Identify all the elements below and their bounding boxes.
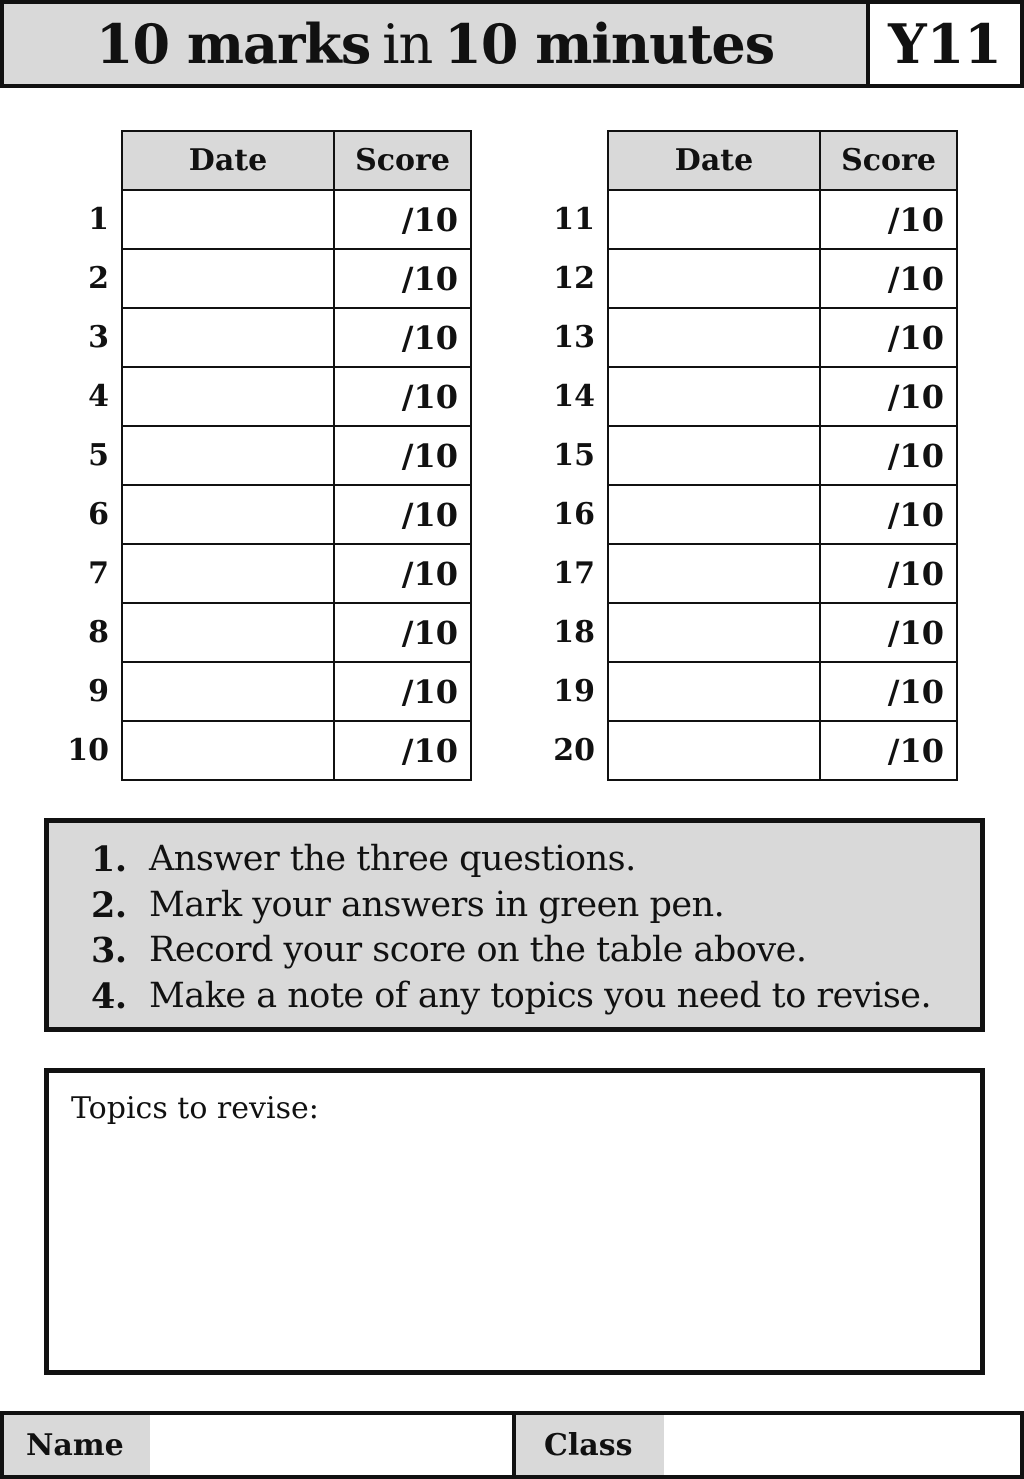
instruction-item bbox=[91, 928, 980, 974]
date-cell[interactable] bbox=[608, 603, 820, 662]
row-number: 15 bbox=[553, 438, 595, 473]
instruction-text: Record your score on the table above. bbox=[149, 930, 807, 970]
table-row bbox=[548, 662, 957, 721]
score-cell[interactable]: /10 bbox=[334, 721, 471, 780]
date-cell[interactable] bbox=[608, 308, 820, 367]
header bbox=[0, 0, 1024, 88]
row-number: 9 bbox=[88, 674, 109, 709]
table-row bbox=[548, 249, 957, 308]
row-number: 12 bbox=[553, 261, 595, 296]
instruction-text: Answer the three questions. bbox=[149, 839, 636, 879]
date-cell[interactable] bbox=[122, 367, 334, 426]
score-cell[interactable]: /10 bbox=[820, 485, 957, 544]
name-label: Name bbox=[4, 1415, 150, 1475]
date-cell[interactable] bbox=[608, 662, 820, 721]
instruction-item bbox=[91, 974, 980, 1020]
row-number: 3 bbox=[88, 320, 109, 355]
date-column-header: Date bbox=[122, 131, 334, 190]
row-number: 18 bbox=[553, 615, 595, 650]
title-part-2: in bbox=[382, 12, 433, 76]
row-number: 20 bbox=[553, 733, 595, 768]
topics-to-revise-box[interactable] bbox=[44, 1068, 985, 1375]
row-number: 17 bbox=[553, 556, 595, 591]
class-label: Class bbox=[516, 1415, 664, 1475]
row-number-header bbox=[62, 131, 122, 190]
table-row bbox=[548, 308, 957, 367]
row-number: 5 bbox=[88, 438, 109, 473]
date-cell[interactable] bbox=[122, 308, 334, 367]
score-cell[interactable]: /10 bbox=[334, 485, 471, 544]
name-field[interactable] bbox=[150, 1415, 516, 1475]
table-row bbox=[548, 721, 957, 780]
date-cell[interactable] bbox=[122, 603, 334, 662]
score-column-header: Score bbox=[820, 131, 957, 190]
score-cell[interactable]: /10 bbox=[820, 426, 957, 485]
score-table-left bbox=[62, 130, 472, 781]
instruction-item bbox=[91, 837, 980, 883]
row-number: 14 bbox=[553, 379, 595, 414]
topics-label: Topics to revise: bbox=[71, 1091, 319, 1126]
row-number: 6 bbox=[88, 497, 109, 532]
table-row bbox=[62, 367, 471, 426]
date-cell[interactable] bbox=[122, 485, 334, 544]
instruction-number: 1. bbox=[91, 839, 127, 880]
page-title bbox=[4, 4, 866, 84]
date-cell[interactable] bbox=[122, 190, 334, 249]
score-cell[interactable]: /10 bbox=[820, 603, 957, 662]
instruction-number: 2. bbox=[91, 884, 127, 926]
row-number: 10 bbox=[67, 733, 109, 768]
date-cell[interactable] bbox=[122, 544, 334, 603]
score-cell[interactable]: /10 bbox=[334, 603, 471, 662]
table-row bbox=[548, 485, 957, 544]
score-column-header: Score bbox=[334, 131, 471, 190]
row-number: 1 bbox=[88, 202, 109, 237]
score-cell[interactable]: /10 bbox=[820, 721, 957, 780]
date-cell[interactable] bbox=[122, 426, 334, 485]
table-row bbox=[548, 544, 957, 603]
date-cell[interactable] bbox=[608, 485, 820, 544]
row-number: 8 bbox=[88, 615, 109, 650]
table-row bbox=[62, 426, 471, 485]
table-row bbox=[62, 190, 471, 249]
table-row bbox=[548, 367, 957, 426]
date-cell[interactable] bbox=[122, 721, 334, 780]
date-cell[interactable] bbox=[122, 249, 334, 308]
date-cell[interactable] bbox=[608, 249, 820, 308]
instruction-text: Mark your answers in green pen. bbox=[149, 884, 725, 925]
row-number: 11 bbox=[553, 202, 595, 237]
year-badge: Y11 bbox=[866, 4, 1020, 84]
score-cell[interactable]: /10 bbox=[334, 367, 471, 426]
score-cell[interactable]: /10 bbox=[820, 367, 957, 426]
title-part-1: 10 marks bbox=[95, 12, 371, 76]
row-number: 2 bbox=[88, 261, 109, 296]
row-number: 19 bbox=[553, 674, 595, 709]
score-cell[interactable]: /10 bbox=[820, 662, 957, 721]
row-number: 13 bbox=[553, 320, 595, 355]
date-column-header: Date bbox=[608, 131, 820, 190]
table-row bbox=[548, 190, 957, 249]
score-table-right bbox=[548, 130, 958, 781]
instruction-number: 4. bbox=[91, 975, 127, 1017]
table-row bbox=[62, 485, 471, 544]
title-part-3: 10 minutes bbox=[444, 12, 775, 76]
instruction-number: 3. bbox=[91, 930, 127, 971]
date-cell[interactable] bbox=[122, 662, 334, 721]
row-number: 7 bbox=[88, 556, 109, 591]
instructions-box bbox=[44, 818, 985, 1032]
date-cell[interactable] bbox=[608, 721, 820, 780]
score-cell[interactable]: /10 bbox=[334, 190, 471, 249]
table-row bbox=[62, 603, 471, 662]
score-cell[interactable]: /10 bbox=[334, 308, 471, 367]
table-row bbox=[62, 544, 471, 603]
date-cell[interactable] bbox=[608, 544, 820, 603]
table-row bbox=[548, 603, 957, 662]
instruction-text: Make a note of any topics you need to revise. bbox=[149, 975, 932, 1016]
score-cell[interactable]: /10 bbox=[820, 249, 957, 308]
table-header-row bbox=[548, 131, 957, 190]
table-row bbox=[62, 249, 471, 308]
table-row bbox=[62, 721, 471, 780]
date-cell[interactable] bbox=[608, 426, 820, 485]
instruction-item bbox=[91, 883, 980, 929]
row-number: 16 bbox=[553, 497, 595, 532]
footer bbox=[0, 1411, 1024, 1479]
date-cell[interactable] bbox=[608, 367, 820, 426]
row-number: 4 bbox=[88, 379, 109, 414]
table-row bbox=[62, 662, 471, 721]
score-cell[interactable]: /10 bbox=[820, 308, 957, 367]
score-cell[interactable]: /10 bbox=[334, 544, 471, 603]
table-row bbox=[62, 308, 471, 367]
score-cell[interactable]: /10 bbox=[334, 426, 471, 485]
score-cell[interactable]: /10 bbox=[334, 662, 471, 721]
row-number-header bbox=[548, 131, 608, 190]
score-cell[interactable]: /10 bbox=[820, 190, 957, 249]
table-row bbox=[548, 426, 957, 485]
score-cell[interactable]: /10 bbox=[820, 544, 957, 603]
date-cell[interactable] bbox=[608, 190, 820, 249]
table-header-row bbox=[62, 131, 471, 190]
score-cell[interactable]: /10 bbox=[334, 249, 471, 308]
class-field[interactable] bbox=[664, 1415, 1020, 1475]
